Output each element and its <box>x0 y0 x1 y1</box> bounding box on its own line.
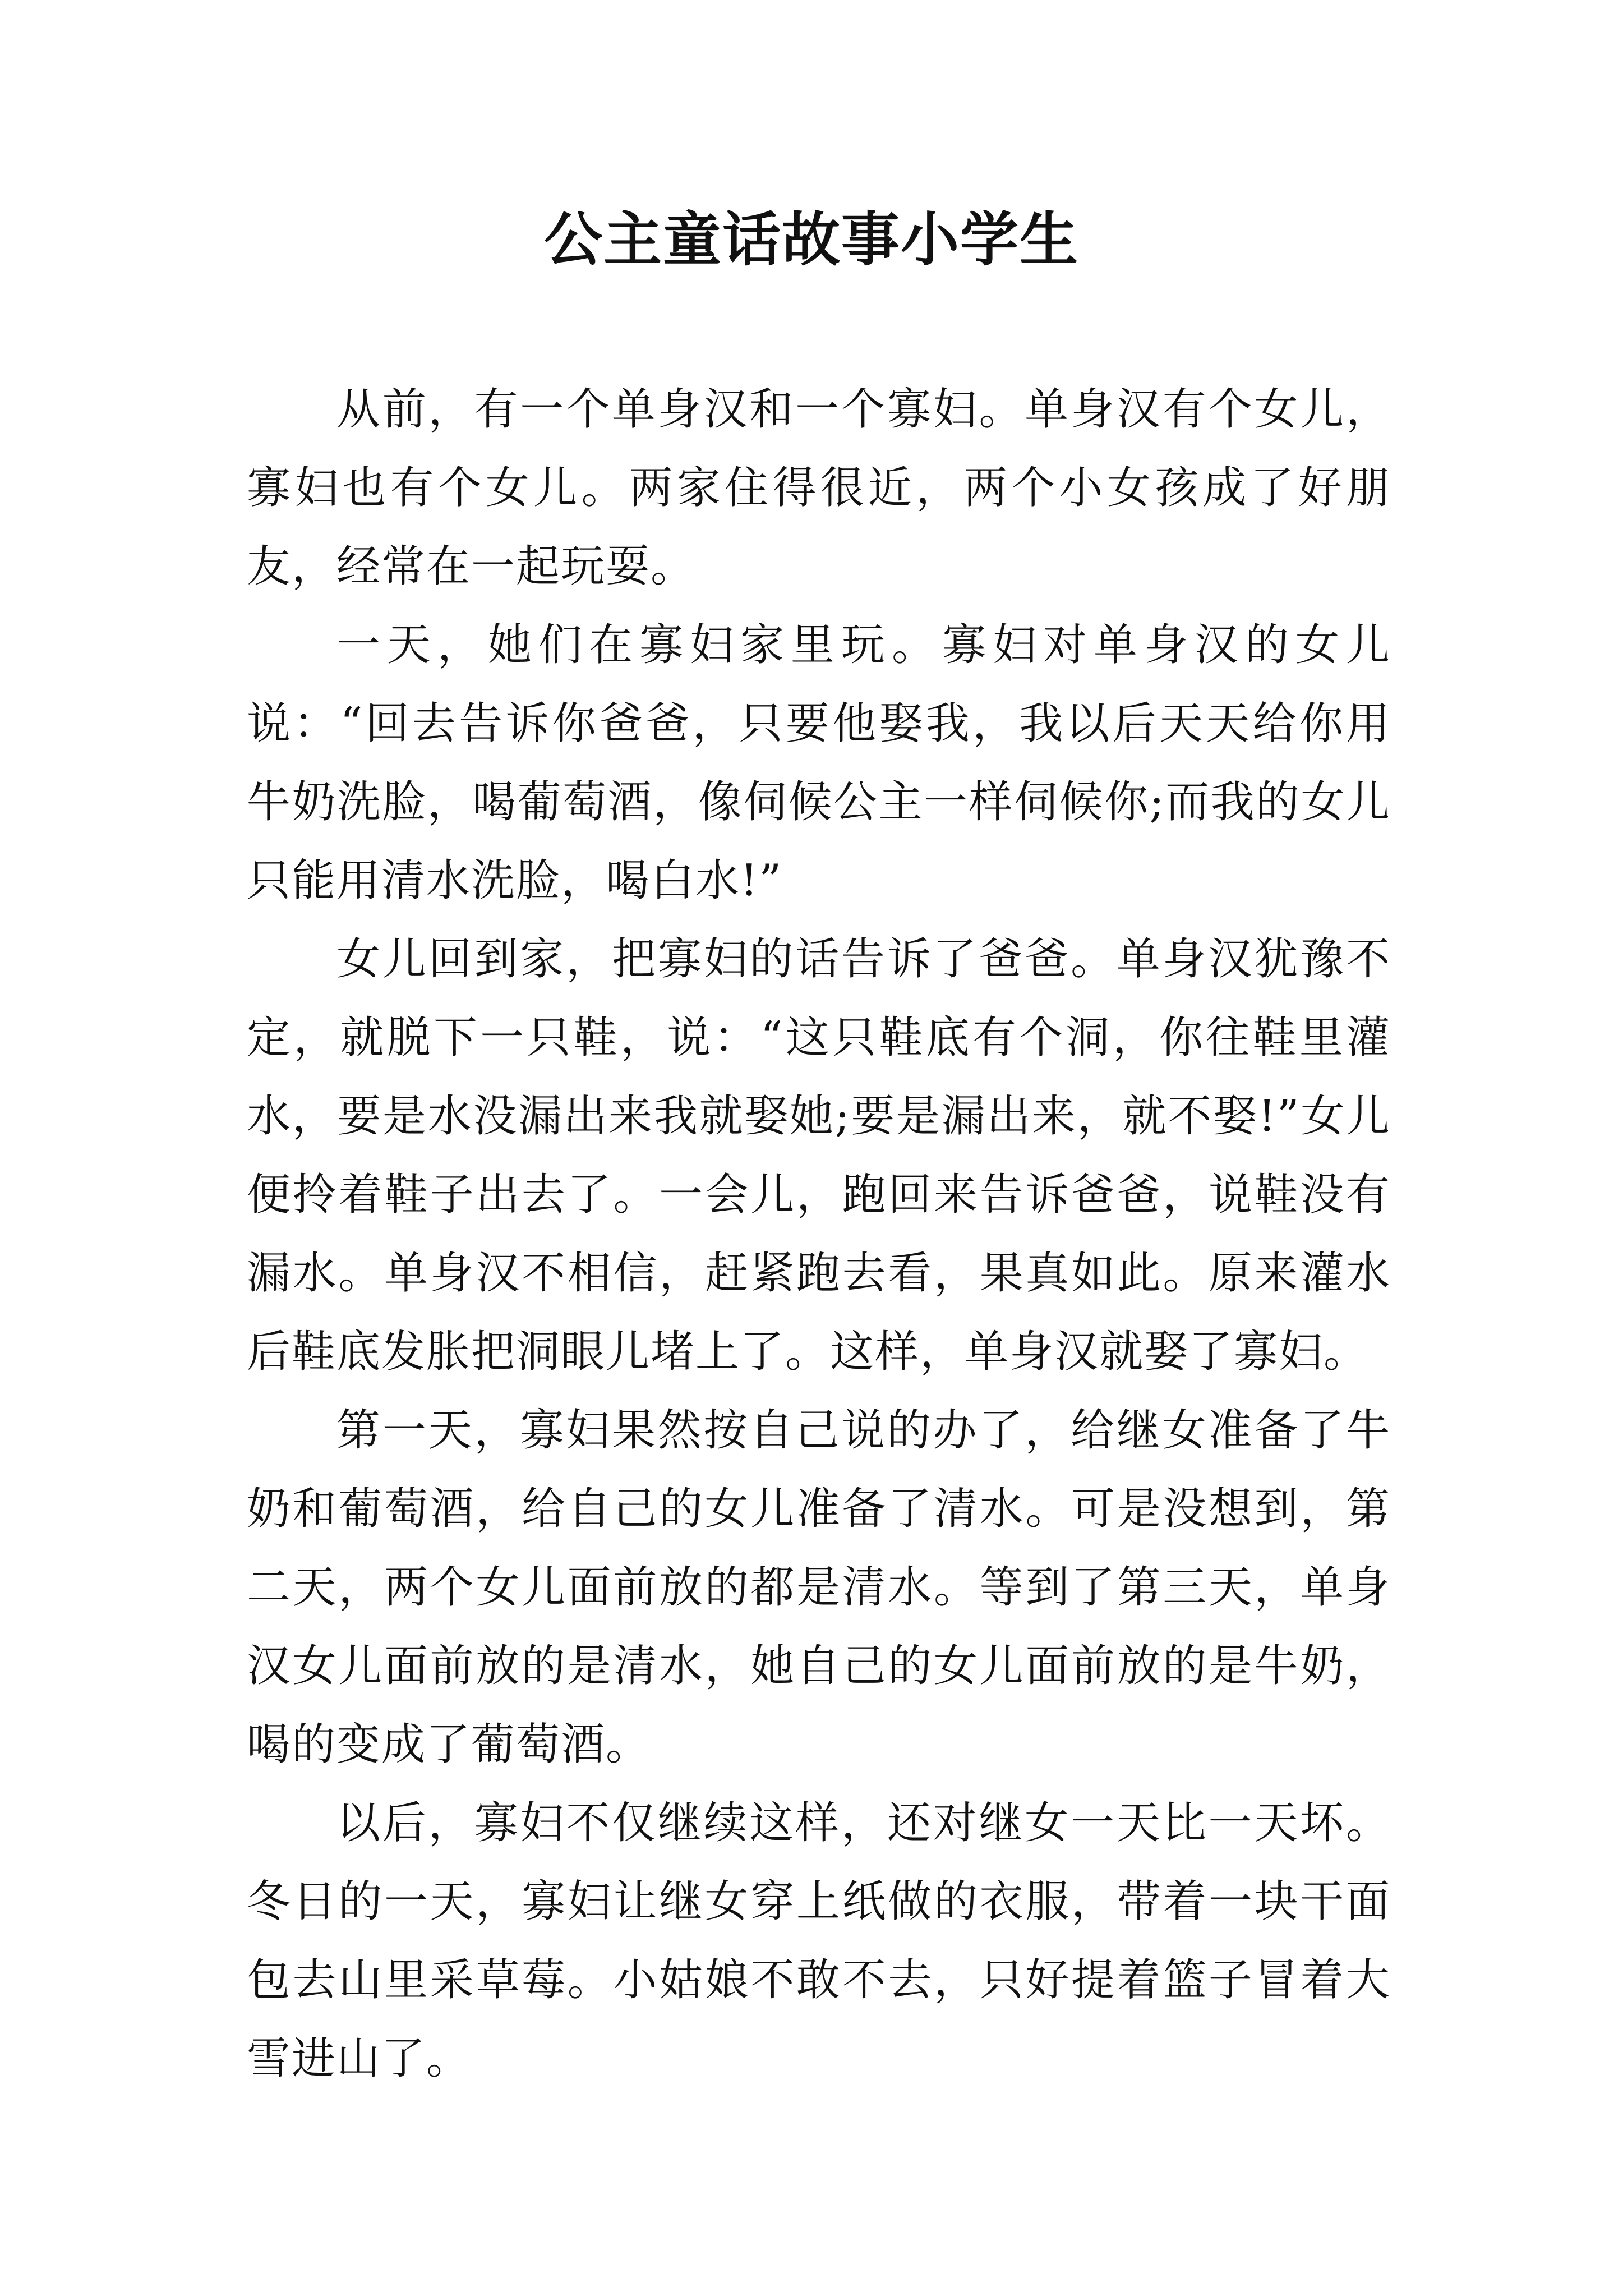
document-body <box>247 370 1391 2098</box>
paragraph-3: 女儿回到家，把寡妇的话告诉了爸爸。单身汉犹豫不定，就脱下一只鞋，说：“这只鞋底有个洞，你往鞋里灌水，要是水没漏出来我就娶她;要是漏出来，就不娶!”女儿便拎着鞋子出去了。一会儿，跑回来告诉爸爸，说鞋没有漏水。单身汉不相信，赶紧跑去看，果真如此。原来灌水后鞋底发胀把洞眼儿堵上了。这样，单身汉就娶了寡妇。 <box>247 934 1391 1377</box>
paragraph-1: 从前，有一个单身汉和一个寡妇。单身汉有个女儿，寡妇也有个女儿。两家住得很近，两个小女孩成了好朋友，经常在一起玩耍。 <box>247 384 1391 592</box>
paragraph-5: 以后，寡妇不仅继续这样，还对继女一天比一天坏。冬日的一天，寡妇让继女穿上纸做的衣服，带着一块干面包去山里采草莓。小姑娘不敢不去，只好提着篮子冒着大雪进山了。 <box>247 1798 1391 2084</box>
paragraph-4: 第一天，寡妇果然按自己说的办了，给继女准备了牛奶和葡萄酒，给自己的女儿准备了清水。可是没想到，第二天，两个女儿面前放的都是清水。等到了第三天，单身汉女儿面前放的是清水，她自己的女儿面前放的是牛奶，喝的变成了葡萄酒。 <box>247 1405 1391 1770</box>
paragraph-2: 一天，她们在寡妇家里玩。寡妇对单身汉的女儿说：“回去告诉你爸爸，只要他娶我，我以后天天给你用牛奶洗脸，喝葡萄酒，像伺候公主一样伺候你;而我的女儿只能用清水洗脸，喝白水!” <box>247 620 1391 906</box>
document-title: 公主童话故事小学生 <box>543 205 1079 274</box>
